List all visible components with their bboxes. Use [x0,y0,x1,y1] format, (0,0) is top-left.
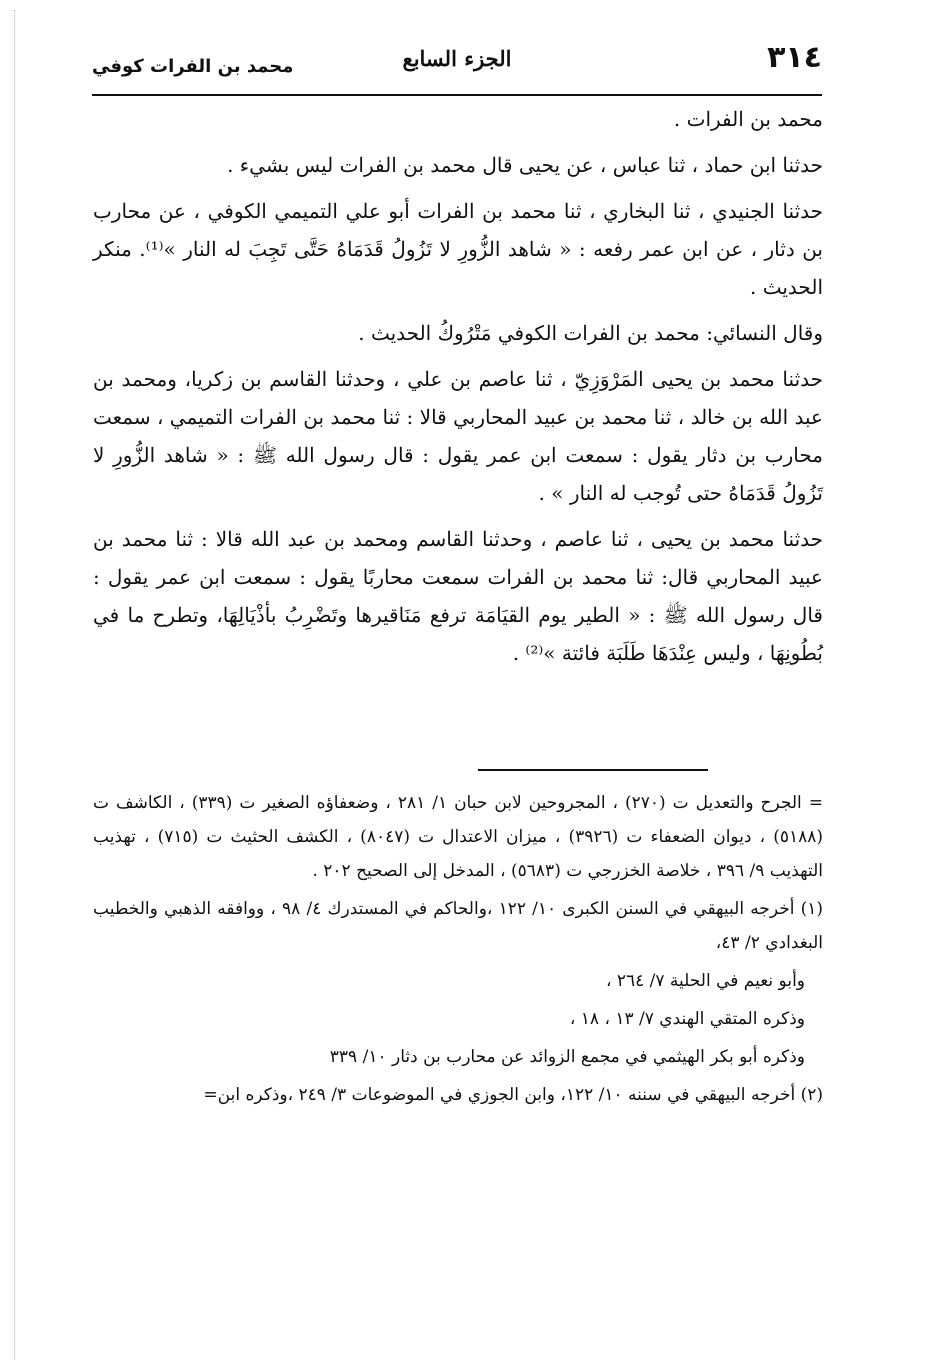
page-header [92,40,822,92]
body-paragraph: حدثنا الجنيدي ، ثنا البخاري ، ثنا محمد بن الفرات أبو علي التميمي الكوفي ، عن محارب بن دثار ، عن ابن عمر رفعه : « شاهد الزُّورِ لا تَزُولُ قَدَمَاهُ حَتَّى تَجِبَ له النار »⁽¹⁾. منكر الحديث . [93,199,823,299]
header-rule [92,94,822,96]
footnote: (٢) أخرجه البيهقي في سننه ١٠/ ١٢٢، وابن الجوزي في الموضوعات ٣/ ٢٤٩ ،وذكره ابن= [203,1085,823,1105]
page-number: ٣١٤ [767,40,822,75]
body-paragraph: محمد بن الفرات . [673,107,823,131]
body-paragraph: حدثنا محمد بن يحيى ، ثنا عاصم ، وحدثنا القاسم ومحمد بن عبد الله قالا : ثنا محمد بن عبيد المحاربي قال: ثنا محمد بن الفرات سمعت محاربًا يقول : سمعت ابن عمر يقول : قال رسول الله ﷺ : « الطير يوم القيَامَة ترفع مَنَاقيرها وتَضْرِبُ بأذْيَالِهَا، وتطرح ما في بُطُونِهَا ، وليس عِنْدَهَا طَلَبَة فائتة »⁽²⁾ . [93,527,823,665]
footnotes [93,786,823,1116]
main-text [93,100,823,680]
running-title: محمد بن الفرات كوفي [92,56,294,77]
footnote: وأبو نعيم في الحلية ٧/ ٢٦٤ ، [605,971,805,991]
footnote-separator [478,769,708,771]
footnote: وذكره أبو بكر الهيثمي في مجمع الزوائد عن محارب بن دثار ١٠/ ٣٣٩ [329,1047,805,1067]
footnote: (١) أخرجه البيهقي في السنن الكبرى ١٠/ ١٢٢ ،والحاكم في المستدرك ٤/ ٩٨ ، ووافقه الذهبي والخطيب البغدادي ٢/ ٤٣، [93,899,823,953]
footnote: = الجرح والتعديل ت (٢٧٠) ، المجروحين لابن حبان ١/ ٢٨١ ، وضعفاؤه الصغير ت (٣٣٩) ، الكاشف ت (٥١٨٨) ، ديوان الضعفاء ت (٣٩٢٦) ، ميزان الاعتدال ت (٨٠٤٧) ، الكشف الحثيث ت (٧١٥) ، تهذيب التهذيب ٩/ ٣٩٦ ، خلاصة الخزرجي ت (٥٦٨٣) ، المدخل إلى الصحيح ٢٠٢ . [93,793,824,881]
body-paragraph: حدثنا ابن حماد ، ثنا عباس ، عن يحيى قال محمد بن الفرات ليس بشيء . [227,153,823,177]
body-paragraph: وقال النسائي: محمد بن الفرات الكوفي مَتْرُوكُ الحديث . [358,321,823,345]
body-paragraph: حدثنا محمد بن يحيى المَرْوَزِيّ ، ثنا عاصم بن علي ، وحدثنا القاسم بن زكريا، ومحمد بن عبد الله بن خالد ، ثنا محمد بن عبيد المحاربي قالا : ثنا محمد بن الفرات التميمي ، سمعت محارب بن دثار يقول : سمعت ابن عمر يقول : قال رسول الله ﷺ : « شاهد الزُّورِ لا تَزُولُ قَدَمَاهُ حتى تُوجب له النار » . [93,367,823,505]
scan-edge-marks [14,10,17,1360]
footnote: وذكره المتقي الهندي ٧/ ١٣ ، ١٨ ، [569,1009,805,1029]
volume-title: الجزء السابع [402,46,512,71]
